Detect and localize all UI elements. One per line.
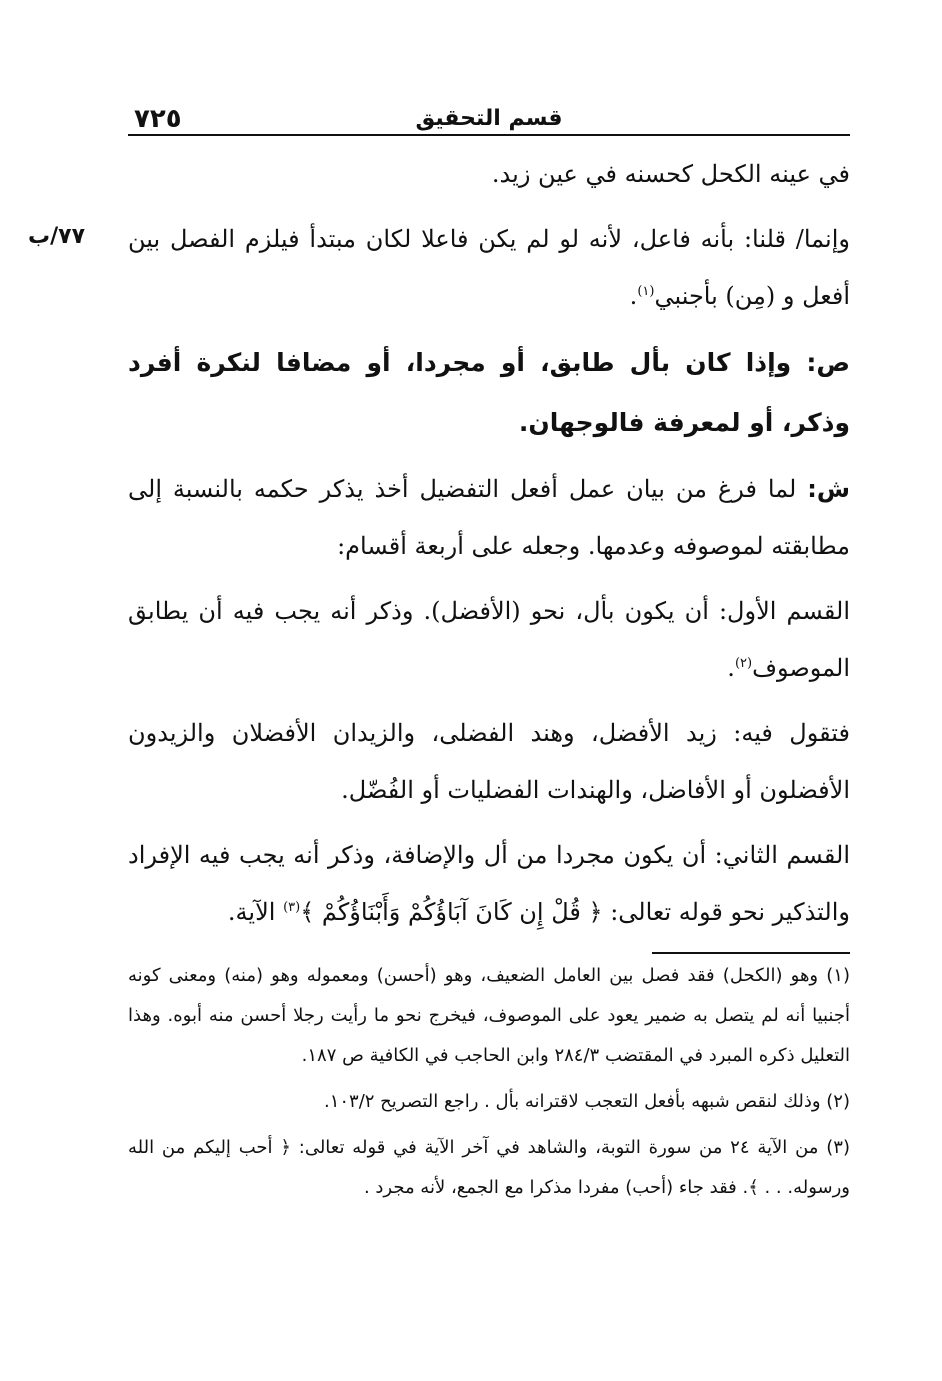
margin-folio-note: ٧٧/ب <box>28 224 86 249</box>
quran-verse: ﴿ قُلْ إِن كَانَ آبَاؤُكُمْ وَأَبْنَاؤُكُمْ ﴾ <box>300 898 603 926</box>
running-title: قسم التحقيق <box>415 106 563 131</box>
paragraph: القسم الأول: أن يكون بأل، نحو (الأفضل). وذكر أنه يجب فيه أن يطابق الموصوف$^{(٢)}$. <box>128 597 850 682</box>
page-number: ٧٢٥ <box>134 104 182 134</box>
footnote: (٣) من الآية ٢٤ من سورة التوبة، والشاهد في آخر الآية في قوله تعالى: ﴿ أحب إليكم من الله ورسوله. . . ﴾. فقد جاء (أحب) مفردا مذكرا مع الجمع، لأنه مجرد . <box>128 1137 850 1198</box>
matn-paragraph: ص: وإذا كان بأل طابق، أو مجردا، أو مضافا لنكرة أفرد وذكر، أو لمعرفة فالوجهان. <box>128 348 850 437</box>
header-rule <box>128 134 850 136</box>
footnote-ref: (٣) <box>283 900 301 915</box>
footnote-ref: (٢) <box>734 656 753 671</box>
paragraph: وإنما/ قلنا: بأنه فاعل، لأنه لو لم يكن فاعلا لكان مبتدأ فيلزم الفصل بين أفعل و (مِن) بأجنبي$^{(١)}$. <box>128 225 850 310</box>
paragraph: ش: لما فرغ من بيان عمل أفعل التفضيل أخذ يذكر حكمه بالنسبة إلى مطابقته لموصوفه وعدمها. وجعله على أربعة أقسام: <box>128 475 850 560</box>
footnotes <box>128 956 850 1214</box>
page-header <box>128 104 850 134</box>
paragraph: القسم الثاني: أن يكون مجردا من أل والإضافة، وذكر أنه يجب فيه الإفراد والتذكير نحو قوله تعالى: ﴿ قُلْ إِن كَانَ آبَاؤُكُمْ وَأَبْنَاؤُكُمْ ﴾$^{(٣)}$ الآية. <box>128 841 850 926</box>
sharh-marker: ش: <box>807 475 850 503</box>
main-text <box>128 146 850 949</box>
paragraph: في عينه الكحل كحسنه في عين زيد. <box>491 160 850 188</box>
footnote-separator <box>652 952 850 954</box>
footnote-ref: (١) <box>637 284 655 299</box>
footnote: (١) وهو (الكحل) فقد فصل بين العامل الضعيف، وهو (أحسن) ومعموله وهو (منه) ومعنى كونه أجنبيا أنه لم يتصل به ضمير يعود على الموصوف، فيخرج نحو ما رأيت رجلا أحسن منه أبوه. وهذا التعليل ذكره المبرد في المقتضب ٢٨٤/٣ وابن الحاجب في الكافية ص ١٨٧. <box>128 965 850 1066</box>
paragraph: فتقول فيه: زيد الأفضل، وهند الفضلى، والزيدان الأفضلان والزيدون الأفضلون أو الأفاضل، والهندات الفضليات أو الفُضّل. <box>128 719 850 804</box>
footnote: (٢) وذلك لنقص شبهه بأفعل التعجب لاقترانه بأل . راجع التصريح ١٠٣/٢. <box>323 1091 850 1112</box>
